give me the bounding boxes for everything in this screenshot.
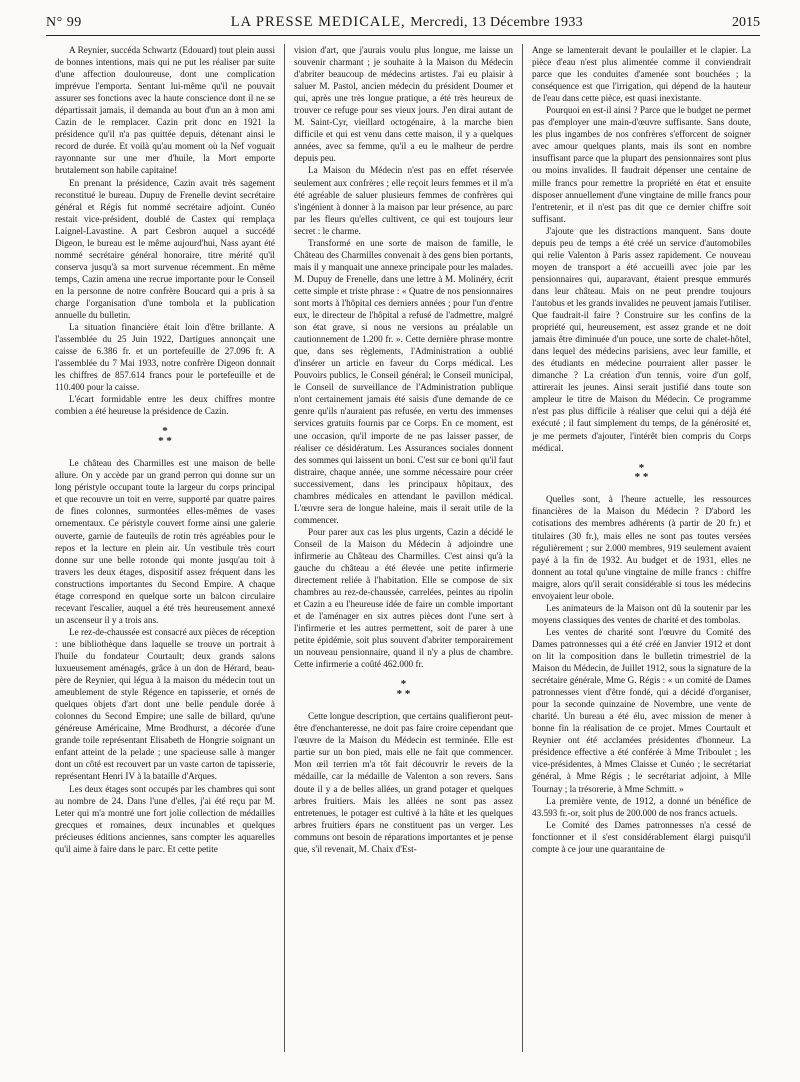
paragraph: La situation financière était loin d'être brillante. A l'assemblée du 25 Juin 1922, Dartigues annonçait une caisse de 6.386 fr. et un portefeuille de 27.096 fr. A l'assemblée du 7 Mai 1933, notre confrère Digeon donnait les chiffres de 857.614 francs pour le portefeuille et de 110.400 pour la caisse. [55, 322, 275, 393]
paragraph: Quelles sont, à l'heure actuelle, les ressources financières de la Maison du Médecin ? D'abord les cotisations des membres adhérents (à partir de 20 fr.) et titulaires (30 fr.), mais elles ne sont pas toutes versées régulièrement ; sur 2.000 membres, 919 seulement avaient payé à la fin de 1932. Au budget et de 1931, elles ne donnent au total qu'une vingtaine de mille francs : chiffre maigre, alors qu'il serait considérable si tous les médecins envoyaient leur obole. [532, 494, 751, 601]
separator-line-1: * [162, 425, 168, 438]
paragraph: Le rez-de-chaussée est consacré aux pièces de réception : une bibliothèque dans laquelle se trouve un portrait à l'huile du fondateur Courtault; deux grands salons luxueusement aménagés, grâce à un don de Hérard, beau-père de Reynier, qui légua à la maison du médecin tout un ameublement de style Régence en tapisserie, et ornés de quelques objets d'art dont une belle pendule dorée à colonnes du Second Empire; une salle de billard, qu'une généreuse Américaine, Mme Brodhurst, a décorée d'une grande toile représentant Elisabeth de Hongrie soignant un enfant atteint de la pelade ; une spacieuse salle à manger dont un côté est recouvert par un vaste carton de tapisserie, représentant Henri IV à la bataille d'Arques. [55, 626, 275, 782]
issue-number: N° 99 [46, 15, 82, 30]
separator-line-2: * * [158, 435, 172, 448]
separator-line-2: * * [634, 471, 649, 484]
paragraph: Les ventes de charité sont l'œuvre du Comité des Dames patronnesses qui a été créé en Janvier 1912 et dont on lit la composition dans le bulletin trimestriel de la Maison du Médecin, de Juillet 1912, sous la signature de la secrétaire générale, Mme G. Régis : « un comité de Dames patronnesses vient d'être fondé, qui a décidé d'organiser, pour la seconde quinzaine de Novembre, une vente de charité. Un bureau a été élu, avec mission de mener à bonne fin la réalisation de ce projet. Mmes Courtault et Reynier ont été acclamées présidentes d'honneur. La présidence effective a été conférée à Mme Triboulet ; les vice-présidentes, à Mmes Claisse et Cunéo ; le secrétariat général, à Mme Régis ; le secrétariat adjoint, à Mlle Tournay ; la trésorerie, à Mme Schmitt. » [532, 626, 751, 794]
paragraph: Le château des Charmilles est une maison de belle allure. On y accède par un grand perron qui donne sur un long péristyle occupant toute la largeur du corps principal et que recouvre un toit en verre, supporté par quatre paires de fines colonnes, surmontées elles-mêmes de vases ornementaux. Ce péristyle couvert forme ainsi une galerie ouverte, garnie de fauteuils de rotin très agréables pour le repos et la lecture en plein air. Un vestibule très court donne sur une belle rotonde qui monte jusqu'au toit à travers les deux étages, dispositif assez fréquent dans les constructions importantes du Second Empire. A chaque étage correspond en quelque sorte un balcon circulaire recevant l'escalier, auquel a été très heureusement annexé un ascenseur il y a trois ans. [55, 458, 275, 625]
paragraph: Pourquoi en est-il ainsi ? Parce que le budget ne permet pas d'employer une main-d'œuvre suffisante. Sans doute, les plus ingambes de nos confrères s'efforcent de soigner avec amour quelques plants, mais ils sont en nombre insuffisant parce que la plupart des pensionnaires sont plus ou moins invalides. Il faudrait dépenser une centaine de mille francs pour remettre la propriété en état et ensuite disposer annuellement d'une vingtaine de mille francs pour l'entretenir, et il n'est pas dit que ce dernier chiffre soit suffisant. [532, 105, 751, 224]
page-number: 2015 [731, 15, 760, 30]
paragraph: Pour parer aux cas les plus urgents, Cazin a décidé le Conseil de la Maison du Médecin à adjoindre une infirmerie au Château des Charmilles. C'est ainsi qu'à la gauche du château a été élevée une petite infirmerie directement reliée à l'habitation. Elle se compose de six chambres au rez-de-chaussée, carrelées, peintes au ripolin et Cazin a eu l'heureuse idée de faire un comble important et de l'aménager en six autres pièces dont l'une sert à l'infirmerie et les autres permettent, soit de parer à une petite épidémie, soit plus souvent d'abriter temporairement un nouveau pensionnaire, quand il n'y a plus de chambre. Cette infirmerie a coûté 462.000 fr. [294, 526, 513, 670]
column-2 [284, 44, 522, 1052]
section-separator [532, 461, 751, 484]
paragraph: En prenant la présidence, Cazin avait très sagement reconstitué le bureau. Dupuy de Frenelle devint secrétaire général et Régis fut nommé secrétaire adjoint. Cunéo restait vice-président, doublé de Castex qui remplaça Laignel-Lavastine. A part Cesbron auquel a succédé Digeon, le bureau est le même aujourd'hui, Nass ayant été nommé secrétaire général honoraire, titre mérité qu'il conserva jusqu'à sa mort survenue récemment. En même temps, Cazin amena une recrue importante pour le Conseil en la personne de notre confrère Boucard qui a pris à sa charge l'organisation d'une tombola et la publication annuelle du bulletin. [55, 177, 275, 321]
article-columns [46, 44, 760, 1052]
paragraph: Les animateurs de la Maison ont dû la soutenir par les moyens classiques des ventes de charité et des tombolas. [532, 602, 751, 625]
paragraph: Le Comité des Dames patronnesses n'a cessé de fonctionner et il s'est considérablement élargi puisqu'il compte à ce jour une quarantaine de [532, 819, 751, 854]
paragraph: La Maison du Médecin n'est pas en effet réservée seulement aux confrères ; elle reçoit leurs femmes et il m'a été agréable de saluer plusieurs femmes de confrères qui s'ingénient à donner à la maison par leur présence, au parc par les fleurs qu'elles cultivent, ce qui est toujours leur secret : le charme. [294, 165, 513, 236]
separator-line-1: * [638, 461, 645, 474]
separator-line-1: * [400, 678, 407, 691]
paragraph: vision d'art, que j'aurais voulu plus longue, me laisse un souvenir charmant ; je souhaite à la Maison du Médecin d'abriter beaucoup de médecins artistes. J'ai eu plaisir à saluer M. Pastol, ancien médecin du président Doumer et qui, après une très longue pratique, a été très heureux de trouver ce refuge pour ses vieux jours. J'en dirai autant de M. Saint-Cyr, vieillard octogénaire, à la marche bien difficile et qui est venu dans cette maison, il y a quelques années, avec sa femme, qu'il a eu le malheur de perdre depuis peu. [294, 45, 513, 164]
issue-date: Mercredi, 13 Décembre 1933 [410, 15, 583, 30]
paragraph: Les deux étages sont occupés par les chambres qui sont au nombre de 24. Dans l'une d'elles, j'ai été reçu par M. Leter qui m'a montré une fort jolie collection de médailles grecques et romaines, deux incunables et quelques précieuses éditions anciennes, sans compter les aquarelles qu'il aime à faire dans le parc. Et cette petite [55, 783, 275, 854]
journal-title: LA PRESSE MEDICALE, [230, 14, 406, 30]
paragraph: J'ajoute que les distractions manquent. Sans doute depuis peu de temps a été créé un service d'automobiles qui relie Valenton à Paris assez rapidement. Ce nouveau moyen de transport a été accueilli avec joie par les pensionnaires qui, auparavant, étaient presque emmurés dans leur château. Mais on ne peut prendre toujours l'autobus et les grands invalides ne peuvent jamais l'utiliser. Que faudrait-il faire ? Construire sur les confins de la propriété qui, heureusement, est assez grande et ne doit jamais être diminuée d'un pouce, une sorte de chalet-hôtel, dans lequel des médecins parisiens, avec leur famille, et des étudiants en médecine pourraient aller passer le dimanche ? La création d'un tennis, voire d'un golf, attirerait les jeunes. Ainsi serait justifié dans toute son ampleur le titre de Maison du Médecin. Ce programme n'est pas plus difficile à réaliser que celui qui a déjà été exécuté ; il faut simplement du temps, de la générosité et, je me permets d'ajouter, l'intérêt bien compris du Corps médical. [532, 225, 751, 453]
column-1 [46, 44, 284, 1052]
paragraph: La première vente, de 1912, a donné un bénéfice de 43.593 fr.-or, soit plus de 200.000 de nos francs actuels. [532, 795, 751, 818]
page-header [46, 14, 760, 36]
paragraph: Cette longue description, que certains qualifieront peut-être d'enchanteresse, ne doit pas faire croire cependant que l'œuvre de la Maison du Médecin est terminée. Elle est partie sur un bon pied, mais elle ne fait que commencer. Mon œil terrien m'a tôt fait découvrir le revers de la médaille, car la médaille de Valenton a son revers. Sans doute il y a de belles allées, un grand potager et quelques arbres fruitiers. Mais les allées ne sont pas assez entretenues, le potager est cultivé à la hâte et les quelques arbres fruitiers épars ne constituent pas un verger. Les communs ont besoin de réparations importantes et je pense que, s'il revenait, M. Chaix d'Est- [294, 711, 513, 854]
paragraph: A Reynier, succéda Schwartz (Edouard) tout plein aussi de bonnes intentions, mais qui ne put les réaliser par suite d'une affection douloureuse, dont une complication imprévue l'emporta. Sentant lui-même qu'il ne pouvait assurer ses fonctions avec la haute conscience dont il ne se départissait jamais, il demanda au bout d'un an à mon ami Cazin de le remplacer. Cazin prit donc en 1921 la présidence qu'il n'a pas quittée depuis, détenant ainsi le record de durée. Et voilà qu'au moment où la Nef voguait rayonnante sur une mer d'huile, la Mort emporte brutalement son habile capitaine! [55, 45, 275, 176]
section-separator [294, 680, 513, 700]
paragraph: L'écart formidable entre les deux chiffres montre combien a été heureuse la présidence de Cazin. [55, 394, 275, 417]
section-separator [55, 427, 275, 447]
column-3 [522, 44, 760, 1052]
paragraph: Ange se lamenterait devant le poulailler et le clapier. La pièce d'eau n'est plus alimentée comme il conviendrait parce que les conduites d'amenée sont bouchées ; la conséquence est que l'irrigation, qui dépend de la hauteur de l'eau dans cette pièce, est quasi inexistante. [532, 45, 751, 104]
paragraph: Transformé en une sorte de maison de famille, le Château des Charmilles convenait à des gens bien portants, mais il y manquait une annexe principale pour les malades. M. Dupuy de Frenelle, dans une lettre à M. Molinéry, écrit cette simple et triste phrase : « Quatre de nos pensionnaires sont morts à l'hôpital ces derniers années ; pour l'un d'entre eux, le directeur de l'hôpital a refusé de l'admettre, malgré son état grave, si nous ne versions au préalable un cautionnement de 1.200 fr. ». Cette dernière phrase montre que, dans ses règlements, l'Administration a oublié d'insérer un article en faveur du Corps médical. Les Pouvoirs publics, le Conseil général; le Conseil municipal, le Conseil de surveillance de l'Administration publique n'ont certainement jamais été saisis d'une demande de ce genre qu'ils n'auraient pas refusée, en vertu des immenses services gratuits fournis par ce Corps. En ce moment, est une occasion, qu'il importe de ne pas laisser passer, de réaliser ce désidératum. Les Assurances sociales donnent des sommes qui laissent un boni. C'est sur ce boni qu'il faut distraire, chaque année, une somme nécessaire pour créer successivement, dans les principaux hôpitaux, des chambres médicales en attendant le pavillon médical. L'œuvre sera de longue haleine, mais il serait utile de la commencer. [294, 237, 513, 525]
journal-title-line [231, 14, 583, 31]
separator-line-2: * * [396, 688, 411, 701]
